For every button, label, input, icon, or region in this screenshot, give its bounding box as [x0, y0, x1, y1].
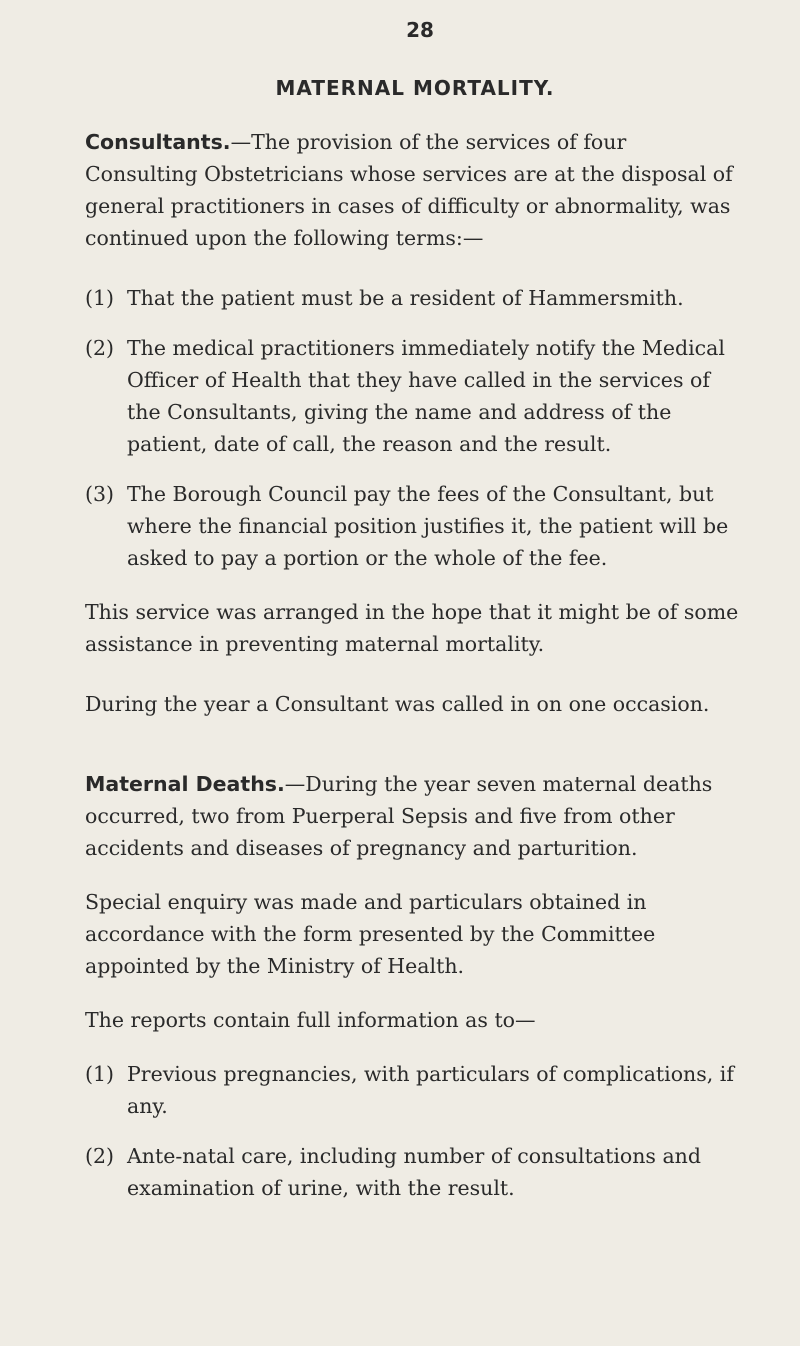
term-number: (2) — [85, 336, 115, 360]
term-text: The medical practitioners immediately notify the Medical Officer of Health that they have called in the services of the Consultants, giving the name and address of the patient, date of call, the reason and the result. — [127, 336, 725, 456]
maternal-deaths-intro-text: —During the year seven maternal deaths occurred, two from Puerperal Sepsis and five from other accidents and diseases of pregnancy and parturition. — [85, 772, 713, 860]
page-number: 28 — [406, 18, 434, 42]
list-item — [85, 478, 745, 574]
list-item — [85, 1058, 745, 1122]
consultants-heading: Consultants. — [85, 130, 231, 154]
consultants-hope-paragraph: This service was arranged in the hope that it might be of some assistance in preventing maternal mortality. — [85, 600, 739, 656]
term-text: That the patient must be a resident of Hammersmith. — [127, 286, 684, 310]
item-text: Ante-natal care, including number of consultations and examination of urine, with the result. — [127, 1144, 701, 1200]
list-item — [85, 282, 745, 314]
consultants-year-paragraph: During the year a Consultant was called in on one occasion. — [85, 692, 710, 716]
term-text: The Borough Council pay the fees of the Consultant, but where the financial position justifies it, the patient will be asked to pay a portion or the whole of the fee. — [127, 482, 729, 570]
reports-paragraph: The reports contain full information as to— — [85, 1008, 536, 1032]
consultants-intro-text: —The provision of the services of four Consulting Obstetricians whose services are at the disposal of general practitioners in cases of difficulty or abnormality, was continued upon the following terms:— — [85, 130, 733, 250]
document-page — [85, 18, 745, 1226]
page-title: MATERNAL MORTALITY. — [275, 76, 555, 100]
term-number: (1) — [85, 286, 115, 310]
reports-items-list — [85, 1058, 745, 1204]
item-number: (2) — [85, 1144, 115, 1168]
list-item — [85, 1140, 745, 1204]
item-text: Previous pregnancies, with particulars of complications, if any. — [127, 1062, 734, 1118]
maternal-deaths-intro — [85, 768, 745, 864]
maternal-deaths-heading: Maternal Deaths. — [85, 772, 285, 796]
item-number: (1) — [85, 1062, 115, 1086]
consultant-terms-list — [85, 282, 745, 574]
term-number: (3) — [85, 482, 115, 506]
enquiry-paragraph: Special enquiry was made and particulars obtained in accordance with the form presented by the Committee appointed by the Ministry of Health. — [85, 890, 656, 978]
consultants-intro — [85, 126, 745, 254]
list-item — [85, 332, 745, 460]
